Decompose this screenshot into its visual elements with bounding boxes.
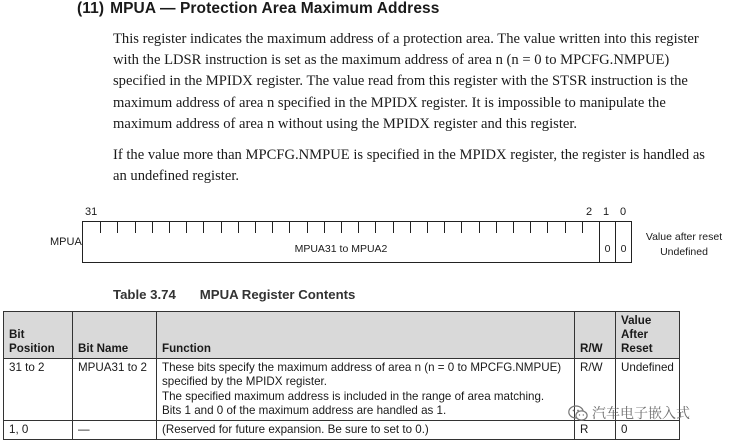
section-heading [77,0,439,18]
cell-rw: R [575,421,616,440]
header-text: Reset [621,342,653,355]
bit-label-1: 1 [603,206,610,218]
bit0-divider [615,222,616,262]
cell-bit-name: MPUA31 to 2 [73,359,157,421]
register-bit-box [82,221,632,263]
watermark-text: 汽车电子嵌入式 [592,405,690,421]
paragraph-line: with the LDSR instruction is set as the maximum address of area n (n = 0 to MPCFG.NMPUE) [113,52,670,69]
cell-rw: R/W [575,359,616,421]
function-line: The specified maximum address is included in the range of area matching. [162,389,545,403]
cell-function [157,359,575,421]
header-function: Function [157,312,575,359]
reset-label-value: Undefined [660,245,708,258]
function-line: These bits specify the maximum address of area n (n = 0 to MPCFG.NMPUE) [162,361,562,374]
cell-bit-position: 31 to 2 [4,359,73,421]
register-name: MPUA [50,236,82,248]
watermark [568,403,690,423]
table-header-row [4,312,680,359]
bit-label-2: 2 [586,206,593,218]
bit1-divider [599,222,600,262]
section-number: (11) [77,0,105,17]
table-number: Table 3.74 [113,287,176,302]
field-mpua31-2: MPUA31 to MPUA2 [294,243,388,255]
table-caption [113,287,355,302]
value-after-reset-label [642,230,726,259]
function-line: (Reserved for future expansion. Be sure to set to 0.) [162,423,429,437]
function-line: Bits 1 and 0 of the maximum address are handled as 1. [162,403,447,417]
wechat-icon [568,405,588,422]
paragraph-line: This register indicates the maximum address of a protection area. The value written into this register [113,31,699,47]
cell-value-after-reset: 0 [616,421,680,440]
header-bit-position [4,312,73,359]
header-bit-name: Bit Name [73,312,157,359]
function-line: specified by the MPIDX register. [162,375,327,389]
header-text: Value After [621,314,652,341]
paragraph-line: specified in the MPIDX register. The value read from this register with the STSR instruction is the [113,73,688,90]
header-value-after-reset [616,312,680,359]
header-text: Bit [9,328,25,341]
cell-value-after-reset: Undefined [616,359,680,421]
cell-bit-position: 1, 0 [4,421,73,440]
bit-label-31: 31 [85,206,98,218]
cell-function [157,421,575,440]
section-title: MPUA — Protection Area Maximum Address [110,0,440,17]
reset-label-title: Value after reset [645,231,723,243]
table-row [4,421,680,440]
paragraph-line: maximum address of area n specified in the MPIDX register. It is impossible to manipulate the [113,94,666,111]
bit-label-0: 0 [620,206,627,218]
paragraph-line: maximum address of area n without using the MPIDX register and this register. [113,115,578,132]
field-bit1: 0 [604,243,611,255]
field-bit0: 0 [620,243,627,255]
paragraph-line: If the value more than MPCFG.NMPUE is specified in the MPIDX register, the register is handled as [113,147,705,163]
description-paragraph-1 [113,29,699,135]
description-paragraph-2 [113,145,705,187]
bit-tick-marks [83,222,599,236]
paragraph-line: an undefined register. [113,168,240,185]
cell-bit-name: — [73,421,157,440]
header-rw: R/W [575,312,616,359]
table-title: MPUA Register Contents [199,287,356,302]
header-text: Position [9,342,55,355]
